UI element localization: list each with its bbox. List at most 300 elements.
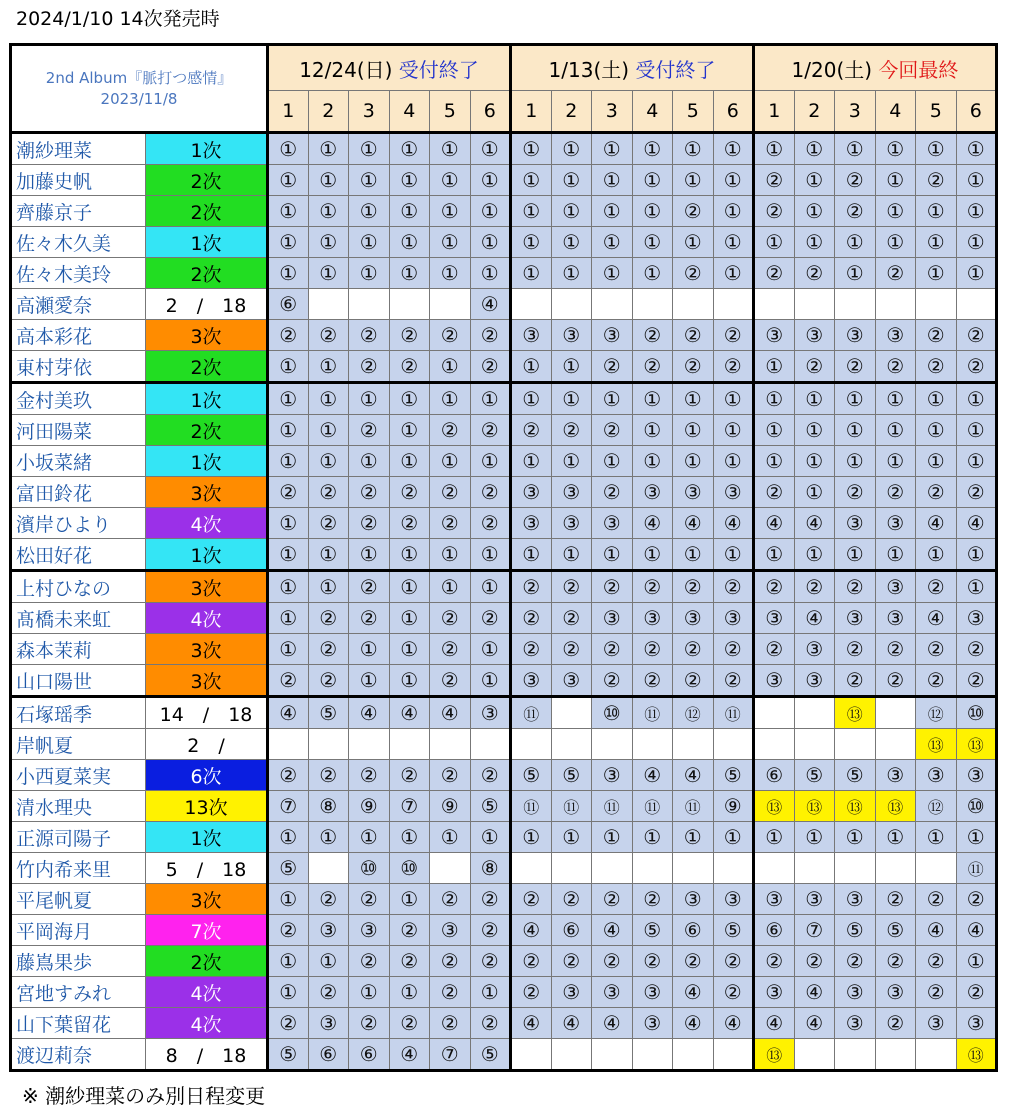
slot-cell: ① bbox=[956, 133, 997, 165]
slot-cell: ⑥ bbox=[308, 1039, 349, 1071]
member-name: 岸帆夏 bbox=[11, 729, 146, 760]
slot-cell: ① bbox=[632, 822, 673, 853]
slot-cell: ① bbox=[268, 133, 309, 165]
slot-cell: ② bbox=[835, 165, 876, 196]
slot-cell: ① bbox=[673, 133, 714, 165]
slot-cell: ① bbox=[268, 946, 309, 977]
slot-cell: ① bbox=[754, 539, 795, 571]
slot-cell: ③ bbox=[875, 603, 916, 634]
slot-cell: ① bbox=[268, 165, 309, 196]
slot-cell: ③ bbox=[875, 320, 916, 351]
slot-cell: ② bbox=[389, 351, 430, 383]
slot-cell: ① bbox=[268, 446, 309, 477]
slot-cell: ③ bbox=[835, 884, 876, 915]
slot-cell bbox=[470, 729, 511, 760]
slot-cell bbox=[835, 853, 876, 884]
slot-cell: ① bbox=[916, 227, 957, 258]
slot-cell: ⑬ bbox=[875, 791, 916, 822]
slot-cell: ① bbox=[551, 165, 592, 196]
slot-cell: ① bbox=[592, 446, 633, 477]
slot-cell: ② bbox=[551, 603, 592, 634]
slot-cell: ② bbox=[835, 351, 876, 383]
slot-cell: ② bbox=[875, 946, 916, 977]
slot-cell: ① bbox=[916, 539, 957, 571]
slot-cell bbox=[875, 289, 916, 320]
sale-round-badge: 1次 bbox=[146, 822, 268, 853]
slot-cell: ① bbox=[794, 133, 835, 165]
slot-cell: ② bbox=[268, 1008, 309, 1039]
slot-cell: ② bbox=[875, 884, 916, 915]
member-row bbox=[11, 603, 997, 634]
page-title: 2024/1/10 14次発売時 bbox=[16, 8, 220, 30]
slot-cell: ① bbox=[308, 383, 349, 415]
slot-cell: ② bbox=[349, 760, 390, 791]
slot-cell: ② bbox=[592, 884, 633, 915]
member-row bbox=[11, 1008, 997, 1039]
slot-cell: ③ bbox=[835, 977, 876, 1008]
slot-cell: ① bbox=[430, 571, 471, 603]
slot-cell: ② bbox=[956, 977, 997, 1008]
slot-cell: ③ bbox=[430, 915, 471, 946]
member-row bbox=[11, 133, 997, 165]
sale-round-badge: 4次 bbox=[146, 1008, 268, 1039]
member-row bbox=[11, 320, 997, 351]
slot-cell: ② bbox=[551, 946, 592, 977]
slot-cell: ④ bbox=[592, 915, 633, 946]
slot-cell: ② bbox=[349, 603, 390, 634]
slot-cell: ② bbox=[308, 884, 349, 915]
slot-cell: ① bbox=[308, 539, 349, 571]
slot-cell: ① bbox=[713, 539, 754, 571]
slot-cell: ③ bbox=[470, 697, 511, 729]
slot-cell: ③ bbox=[308, 1008, 349, 1039]
slot-cell: ② bbox=[875, 634, 916, 665]
slot-cell: ② bbox=[956, 665, 997, 697]
slot-cell: ② bbox=[632, 571, 673, 603]
slot-cell: ② bbox=[835, 196, 876, 227]
slot-cell: ① bbox=[430, 383, 471, 415]
slot-cell: ② bbox=[592, 571, 633, 603]
member-row bbox=[11, 383, 997, 415]
slot-cell: ① bbox=[389, 165, 430, 196]
slot-cell: ① bbox=[470, 383, 511, 415]
slot-cell: ⑪ bbox=[673, 791, 714, 822]
slot-cell: ② bbox=[470, 915, 511, 946]
sale-round-badge: 1次 bbox=[146, 446, 268, 477]
slot-cell: ① bbox=[835, 822, 876, 853]
slot-cell: ③ bbox=[794, 665, 835, 697]
slot-cell: ④ bbox=[794, 508, 835, 539]
slot-cell: ① bbox=[389, 227, 430, 258]
slot-cell: ④ bbox=[430, 697, 471, 729]
slot-cell: ② bbox=[268, 320, 309, 351]
slot-cell: ② bbox=[673, 571, 714, 603]
slot-cell: ② bbox=[673, 320, 714, 351]
slot-cell: ④ bbox=[470, 289, 511, 320]
slot-cell: ② bbox=[673, 351, 714, 383]
slot-cell: ② bbox=[349, 884, 390, 915]
member-name: 山下葉留花 bbox=[11, 1008, 146, 1039]
sale-status: 受付終了 bbox=[392, 57, 479, 82]
slot-cell: ② bbox=[673, 196, 714, 227]
slot-cell bbox=[308, 289, 349, 320]
slot-cell: ② bbox=[268, 665, 309, 697]
slot-cell: ① bbox=[875, 165, 916, 196]
sale-date: 1/20(土) bbox=[791, 57, 873, 82]
member-row bbox=[11, 196, 997, 227]
slot-cell: ② bbox=[470, 946, 511, 977]
slot-cell: ① bbox=[713, 165, 754, 196]
slot-cell: ① bbox=[470, 665, 511, 697]
sale-round-badge: 2次 bbox=[146, 196, 268, 227]
slot-cell: ④ bbox=[916, 508, 957, 539]
slot-cell: ① bbox=[511, 165, 552, 196]
slot-number: 2 bbox=[794, 91, 835, 133]
slot-cell: ① bbox=[835, 383, 876, 415]
slot-cell: ① bbox=[956, 227, 997, 258]
slot-cell bbox=[632, 289, 673, 320]
sale-status: 受付終了 bbox=[629, 57, 716, 82]
slot-number: 3 bbox=[835, 91, 876, 133]
slot-cell: ② bbox=[916, 634, 957, 665]
slot-cell: ① bbox=[389, 977, 430, 1008]
slot-cell: ① bbox=[389, 196, 430, 227]
slot-cell: ① bbox=[551, 258, 592, 289]
slot-cell bbox=[511, 729, 552, 760]
slot-cell: ⑤ bbox=[308, 697, 349, 729]
slot-cell: ② bbox=[916, 946, 957, 977]
slot-cell: ⑥ bbox=[754, 760, 795, 791]
slot-cell: ① bbox=[956, 415, 997, 446]
slot-cell: ② bbox=[754, 258, 795, 289]
slot-cell: ① bbox=[308, 227, 349, 258]
slot-cell: ⑤ bbox=[713, 915, 754, 946]
slot-cell: ① bbox=[592, 539, 633, 571]
slot-number: 4 bbox=[875, 91, 916, 133]
slot-cell: ① bbox=[875, 539, 916, 571]
slot-cell: ① bbox=[754, 415, 795, 446]
slot-cell: ① bbox=[389, 634, 430, 665]
slot-cell: ⑪ bbox=[956, 853, 997, 884]
member-row bbox=[11, 539, 997, 571]
slot-cell: ⑨ bbox=[349, 791, 390, 822]
slot-cell: ① bbox=[268, 634, 309, 665]
slot-cell: ② bbox=[956, 634, 997, 665]
slot-cell: ① bbox=[632, 415, 673, 446]
member-name: 齊藤京子 bbox=[11, 196, 146, 227]
slot-cell: ① bbox=[551, 351, 592, 383]
slot-cell: ① bbox=[511, 258, 552, 289]
slot-cell: ① bbox=[551, 383, 592, 415]
slot-cell bbox=[916, 1039, 957, 1071]
slot-cell: ② bbox=[349, 508, 390, 539]
slot-cell: ② bbox=[592, 946, 633, 977]
slot-cell: ① bbox=[916, 258, 957, 289]
slot-cell: ③ bbox=[875, 760, 916, 791]
slot-cell: ① bbox=[470, 822, 511, 853]
slot-cell: ② bbox=[308, 603, 349, 634]
slot-cell: ③ bbox=[754, 884, 795, 915]
slot-cell: ① bbox=[916, 133, 957, 165]
slot-cell bbox=[673, 729, 714, 760]
slot-cell: ③ bbox=[551, 977, 592, 1008]
slot-cell: ⑫ bbox=[916, 791, 957, 822]
slot-cell: ① bbox=[389, 571, 430, 603]
slot-cell: ③ bbox=[794, 320, 835, 351]
slot-cell: ② bbox=[592, 634, 633, 665]
slot-cell: ② bbox=[592, 665, 633, 697]
slot-cell: ① bbox=[389, 822, 430, 853]
slot-cell: ③ bbox=[592, 508, 633, 539]
slot-cell: ③ bbox=[916, 1008, 957, 1039]
slot-cell: ② bbox=[470, 760, 511, 791]
member-name: 小西夏菜実 bbox=[11, 760, 146, 791]
member-name: 東村芽依 bbox=[11, 351, 146, 383]
slot-cell: ① bbox=[268, 351, 309, 383]
slot-cell: ⑪ bbox=[551, 791, 592, 822]
sale-round-badge: 1次 bbox=[146, 133, 268, 165]
slot-cell: ① bbox=[916, 446, 957, 477]
slot-cell: ① bbox=[389, 665, 430, 697]
slot-cell: ② bbox=[592, 477, 633, 508]
slot-cell: ② bbox=[592, 351, 633, 383]
slot-cell: ② bbox=[389, 508, 430, 539]
slot-cell bbox=[592, 853, 633, 884]
member-row bbox=[11, 822, 997, 853]
slot-cell: ④ bbox=[794, 977, 835, 1008]
member-name: 山口陽世 bbox=[11, 665, 146, 697]
slot-cell: ⑪ bbox=[713, 697, 754, 729]
slot-cell: ② bbox=[835, 665, 876, 697]
member-row bbox=[11, 165, 997, 196]
slot-cell: ① bbox=[308, 822, 349, 853]
slot-cell: ② bbox=[713, 320, 754, 351]
slot-number: 2 bbox=[308, 91, 349, 133]
slot-cell: ② bbox=[389, 320, 430, 351]
slot-cell: ③ bbox=[875, 977, 916, 1008]
member-row bbox=[11, 697, 997, 729]
slot-cell: ① bbox=[268, 227, 309, 258]
slot-cell bbox=[308, 729, 349, 760]
slot-cell: ① bbox=[308, 258, 349, 289]
slot-cell bbox=[956, 289, 997, 320]
slot-cell: ① bbox=[470, 165, 511, 196]
sale-round-badge: 4次 bbox=[146, 603, 268, 634]
slot-cell: ⑬ bbox=[916, 729, 957, 760]
slot-cell: ② bbox=[470, 603, 511, 634]
slot-cell: ⑪ bbox=[632, 791, 673, 822]
slot-cell: ④ bbox=[592, 1008, 633, 1039]
slot-cell: ⑤ bbox=[511, 760, 552, 791]
slot-number: 4 bbox=[632, 91, 673, 133]
slot-cell: ② bbox=[592, 415, 633, 446]
slot-cell: ① bbox=[308, 415, 349, 446]
slot-cell bbox=[713, 289, 754, 320]
slot-cell: ① bbox=[308, 133, 349, 165]
slot-cell: ⑬ bbox=[754, 791, 795, 822]
slot-cell: ② bbox=[430, 603, 471, 634]
slot-cell: ① bbox=[511, 133, 552, 165]
slot-cell: ① bbox=[916, 415, 957, 446]
slot-cell: ① bbox=[308, 196, 349, 227]
slot-cell: ④ bbox=[632, 760, 673, 791]
member-name: 竹内希来里 bbox=[11, 853, 146, 884]
slot-cell bbox=[875, 853, 916, 884]
member-row bbox=[11, 508, 997, 539]
slot-cell: ① bbox=[713, 415, 754, 446]
slot-cell: ⑬ bbox=[956, 729, 997, 760]
slot-cell bbox=[430, 729, 471, 760]
slot-cell: ① bbox=[308, 946, 349, 977]
slot-cell: ① bbox=[673, 227, 714, 258]
slot-cell: ⑨ bbox=[430, 791, 471, 822]
sale-date-header bbox=[754, 45, 997, 91]
slot-cell: ① bbox=[794, 383, 835, 415]
slot-cell: ③ bbox=[713, 603, 754, 634]
slot-cell: ① bbox=[632, 227, 673, 258]
slot-cell: ④ bbox=[389, 1039, 430, 1071]
slot-cell: ① bbox=[389, 383, 430, 415]
slot-cell: ① bbox=[956, 446, 997, 477]
slot-cell: ④ bbox=[632, 508, 673, 539]
slot-cell: ③ bbox=[754, 320, 795, 351]
member-row bbox=[11, 415, 997, 446]
slot-cell: ② bbox=[511, 946, 552, 977]
slot-cell: ① bbox=[551, 227, 592, 258]
member-row bbox=[11, 1039, 997, 1071]
slot-cell bbox=[754, 729, 795, 760]
slot-cell: ① bbox=[875, 446, 916, 477]
slot-cell: ① bbox=[875, 383, 916, 415]
slot-cell: ③ bbox=[673, 884, 714, 915]
member-name: 高瀬愛奈 bbox=[11, 289, 146, 320]
slot-cell: ⑪ bbox=[511, 697, 552, 729]
slot-cell: ② bbox=[430, 415, 471, 446]
member-row bbox=[11, 791, 997, 822]
slot-cell bbox=[551, 289, 592, 320]
member-row bbox=[11, 446, 997, 477]
slot-cell: ⑬ bbox=[835, 697, 876, 729]
slot-cell: ① bbox=[956, 196, 997, 227]
sale-round-badge: 1次 bbox=[146, 539, 268, 571]
slot-cell: ② bbox=[673, 946, 714, 977]
slot-cell: ③ bbox=[511, 508, 552, 539]
slot-cell: ① bbox=[430, 539, 471, 571]
slot-cell: ⑬ bbox=[754, 1039, 795, 1071]
slot-number: 6 bbox=[470, 91, 511, 133]
slot-cell bbox=[875, 1039, 916, 1071]
member-row bbox=[11, 884, 997, 915]
slot-cell: ① bbox=[835, 415, 876, 446]
slot-cell: ① bbox=[470, 258, 511, 289]
slot-cell: ② bbox=[470, 1008, 511, 1039]
slot-cell bbox=[551, 729, 592, 760]
slot-cell: ① bbox=[713, 383, 754, 415]
sale-round-badge: 6次 bbox=[146, 760, 268, 791]
slot-cell bbox=[875, 697, 916, 729]
slot-cell: ③ bbox=[632, 1008, 673, 1039]
slot-cell: ① bbox=[389, 603, 430, 634]
member-row bbox=[11, 665, 997, 697]
slot-cell: ② bbox=[835, 477, 876, 508]
slot-cell: ② bbox=[713, 977, 754, 1008]
slot-cell: ② bbox=[794, 571, 835, 603]
sale-round-badge: 2次 bbox=[146, 165, 268, 196]
slot-cell: ② bbox=[673, 258, 714, 289]
member-row bbox=[11, 977, 997, 1008]
slot-cell: ① bbox=[430, 227, 471, 258]
slot-cell: ⑦ bbox=[389, 791, 430, 822]
slot-cell: ① bbox=[875, 133, 916, 165]
slot-cell: ① bbox=[430, 351, 471, 383]
slot-cell: ① bbox=[349, 227, 390, 258]
slot-cell: ① bbox=[511, 351, 552, 383]
slot-cell: ② bbox=[754, 946, 795, 977]
slot-cell: ② bbox=[835, 571, 876, 603]
slot-cell: ② bbox=[875, 665, 916, 697]
slot-cell: ③ bbox=[592, 603, 633, 634]
slot-cell: ② bbox=[349, 320, 390, 351]
slot-cell: ⑬ bbox=[835, 791, 876, 822]
slot-cell: ④ bbox=[956, 508, 997, 539]
slot-cell: ① bbox=[632, 258, 673, 289]
slot-cell: ① bbox=[511, 446, 552, 477]
slot-cell: ③ bbox=[713, 884, 754, 915]
slot-cell: ① bbox=[349, 446, 390, 477]
slot-cell: ④ bbox=[956, 915, 997, 946]
slot-cell: ② bbox=[632, 946, 673, 977]
slot-cell: ② bbox=[430, 946, 471, 977]
member-name: 宮地すみれ bbox=[11, 977, 146, 1008]
slot-cell bbox=[916, 853, 957, 884]
slot-cell: ① bbox=[713, 822, 754, 853]
slot-cell: ② bbox=[794, 351, 835, 383]
member-name: 濱岸ひより bbox=[11, 508, 146, 539]
slot-cell: ① bbox=[835, 227, 876, 258]
slot-cell: ① bbox=[349, 634, 390, 665]
slot-cell: ③ bbox=[754, 665, 795, 697]
slot-cell: ② bbox=[632, 634, 673, 665]
sale-round-badge: 13次 bbox=[146, 791, 268, 822]
slot-cell: ⑥ bbox=[551, 915, 592, 946]
sale-round-badge: 2次 bbox=[146, 415, 268, 446]
slot-cell: ① bbox=[875, 822, 916, 853]
slot-cell bbox=[551, 1039, 592, 1071]
slot-cell bbox=[511, 1039, 552, 1071]
slot-cell: ③ bbox=[794, 634, 835, 665]
slot-cell: ② bbox=[754, 477, 795, 508]
slot-cell: ① bbox=[349, 665, 390, 697]
member-name: 藤嶌果歩 bbox=[11, 946, 146, 977]
slot-cell: ① bbox=[389, 884, 430, 915]
slot-cell: ① bbox=[511, 196, 552, 227]
slot-cell: ③ bbox=[835, 320, 876, 351]
slot-cell: ① bbox=[673, 383, 714, 415]
slot-cell: ② bbox=[511, 603, 552, 634]
sale-date-header bbox=[511, 45, 754, 91]
slot-cell: ④ bbox=[713, 508, 754, 539]
slot-cell: ① bbox=[551, 133, 592, 165]
member-name: 佐々木久美 bbox=[11, 227, 146, 258]
slot-cell: ③ bbox=[835, 1008, 876, 1039]
member-name: 金村美玖 bbox=[11, 383, 146, 415]
slot-cell: ① bbox=[956, 946, 997, 977]
slot-cell: ① bbox=[470, 196, 511, 227]
slot-cell: ⑩ bbox=[956, 791, 997, 822]
member-name: 加藤史帆 bbox=[11, 165, 146, 196]
slot-cell: ② bbox=[308, 665, 349, 697]
slot-cell: ① bbox=[592, 133, 633, 165]
